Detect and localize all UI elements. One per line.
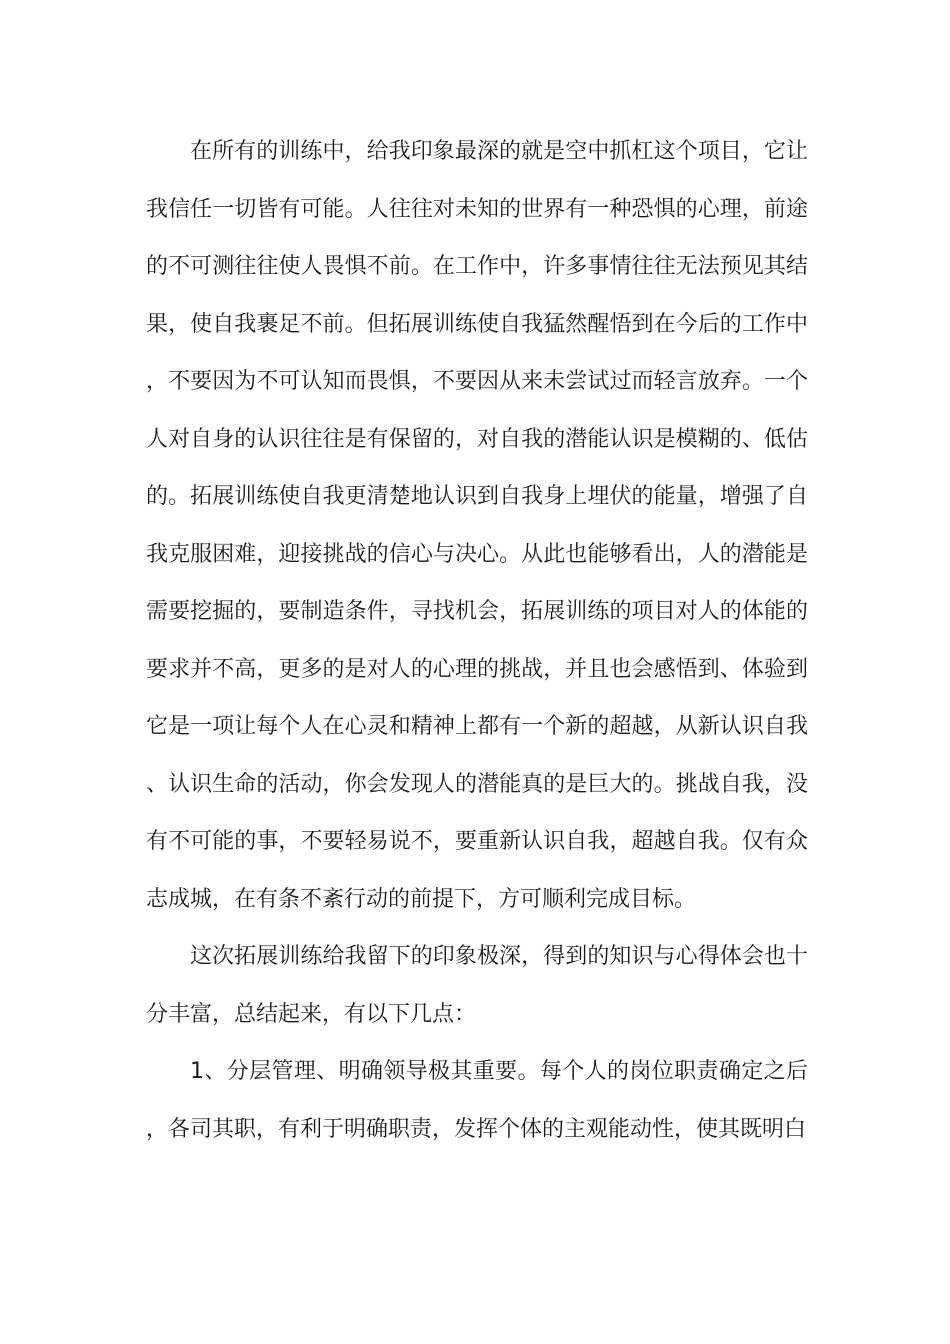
- paragraph-point-1: 1、分层管理、明确领导极其重要。每个人的岗位职责确定之后，各司其职，有利于明确职责，发挥个体的主观能动性，使其既明白: [146, 1059, 808, 1142]
- document-body: [146, 123, 808, 1158]
- paragraph-training-reflection: 在所有的训练中，给我印象最深的就是空中抓杠这个项目，它让我信任一切皆有可能。人往往对未知的世界有一种恐惧的心理，前途的不可测往往使人畏惧不前。在工作中，许多事情往往无法预见其结果，使自我裹足不前。但拓展训练使自我猛然醒悟到在今后的工作中，不要因为不可认知而畏惧，不要因从来未尝试过而轻言放弃。一个人对自身的认识往往是有保留的，对自我的潜能认识是模糊的、低估的。拓展训练使自我更清楚地认识到自我身上埋伏的能量，增强了自我克服困难，迎接挑战的信心与决心。从此也能够看出，人的潜能是需要挖掘的，要制造条件，寻找机会，拓展训练的项目对人的体能的要求并不高，更多的是对人的心理的挑战，并且也会感悟到、体验到它是一项让每个人在心灵和精神上都有一个新的超越，从新认识自我、认识生命的活动，你会发现人的潜能真的是巨大的。挑战自我，没有不可能的事，不要轻易说不，要重新认识自我，超越自我。仅有众志成城，在有条不紊行动的前提下，方可顺利完成目标。: [146, 139, 808, 912]
- paragraph-summary-intro: 这次拓展训练给我留下的印象极深，得到的知识与心得体会也十分丰富，总结起来，有以下几点：: [146, 944, 808, 1027]
